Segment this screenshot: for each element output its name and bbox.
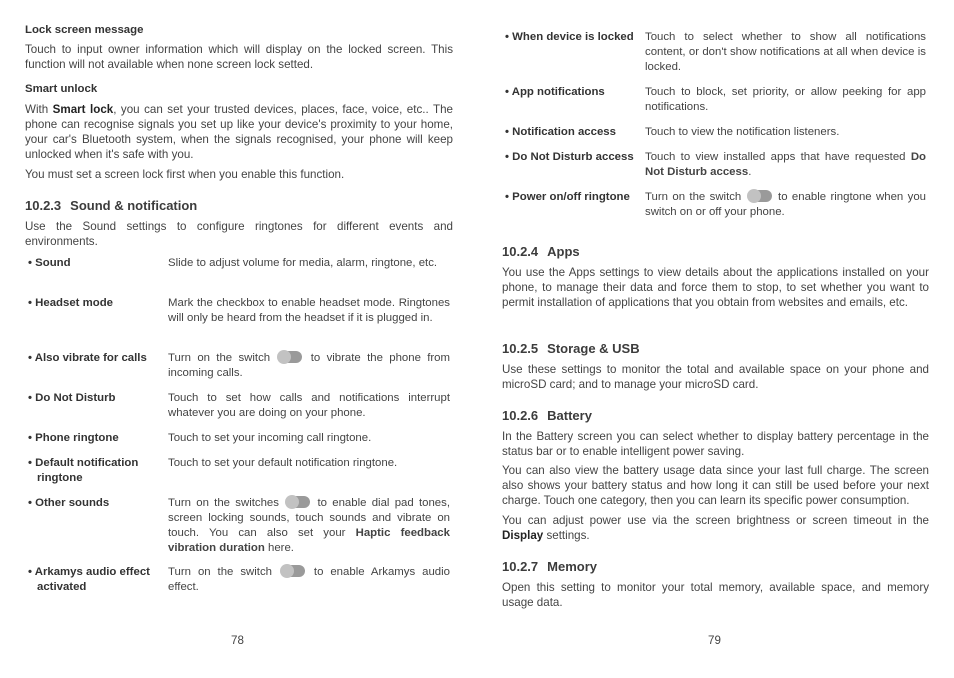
section-heading-apps: 10.2.4 Apps	[502, 244, 580, 259]
memory-text: Open this setting to monitor your total memory, available space, and memory usage data.	[502, 581, 929, 609]
battery-text-1: In the Battery screen you can select whether to display battery percentage in the status bar or to enable intelligent power saving.	[502, 430, 929, 458]
toggle-switch-icon[interactable]	[281, 565, 305, 577]
lock-screen-message-text: Touch to input owner information which will display on the locked screen. This function will not available when none screen lock setted.	[25, 43, 453, 71]
smart-unlock-text: With Smart lock, you can set your trusted devices, places, face, voice, etc.. The phone can recognise signals you set up like your device's proximity to your home, your car's Bluetooth system, when the signals recognised, your phone will keep unlocked when it's safe with you.	[25, 103, 453, 161]
toggle-switch-icon[interactable]	[278, 351, 302, 363]
smart-unlock-note: You must set a screen lock first when you enable this function.	[25, 168, 345, 181]
toggle-switch-icon[interactable]	[748, 190, 772, 202]
storage-text: Use these settings to monitor the total and available space on your phone and microSD card; and to manage your microSD card.	[502, 363, 929, 391]
lock-screen-message-heading: Lock screen message	[25, 24, 144, 36]
sound-intro-text: Use the Sound settings to configure ringtones for different events and environments.	[25, 220, 453, 248]
page-number-right: 79	[708, 634, 721, 647]
page-number-left: 78	[231, 634, 244, 647]
section-heading-memory: 10.2.7 Memory	[502, 559, 598, 574]
section-heading-storage: 10.2.5 Storage & USB	[502, 341, 640, 356]
section-heading-sound: 10.2.3 Sound & notification	[25, 198, 198, 213]
apps-text: You use the Apps settings to view details about the applications installed on your phone, to manage their data and force them to stop, to set whether you want to permit installation of applications that you obtain from websites and emails, etc.	[502, 266, 929, 309]
smart-unlock-heading: Smart unlock	[25, 83, 98, 95]
battery-text-3: You can adjust power use via the screen brightness or screen timeout in the Display settings.	[502, 514, 929, 542]
toggle-switch-icon[interactable]	[286, 496, 310, 508]
battery-text-2: You can also view the battery usage data since your last full charge. The screen also shows your battery status and how long it can still be used before your next charge. Touch one category, then you can learn its specific power consumption.	[502, 464, 929, 507]
section-heading-battery: 10.2.6 Battery	[502, 408, 592, 423]
